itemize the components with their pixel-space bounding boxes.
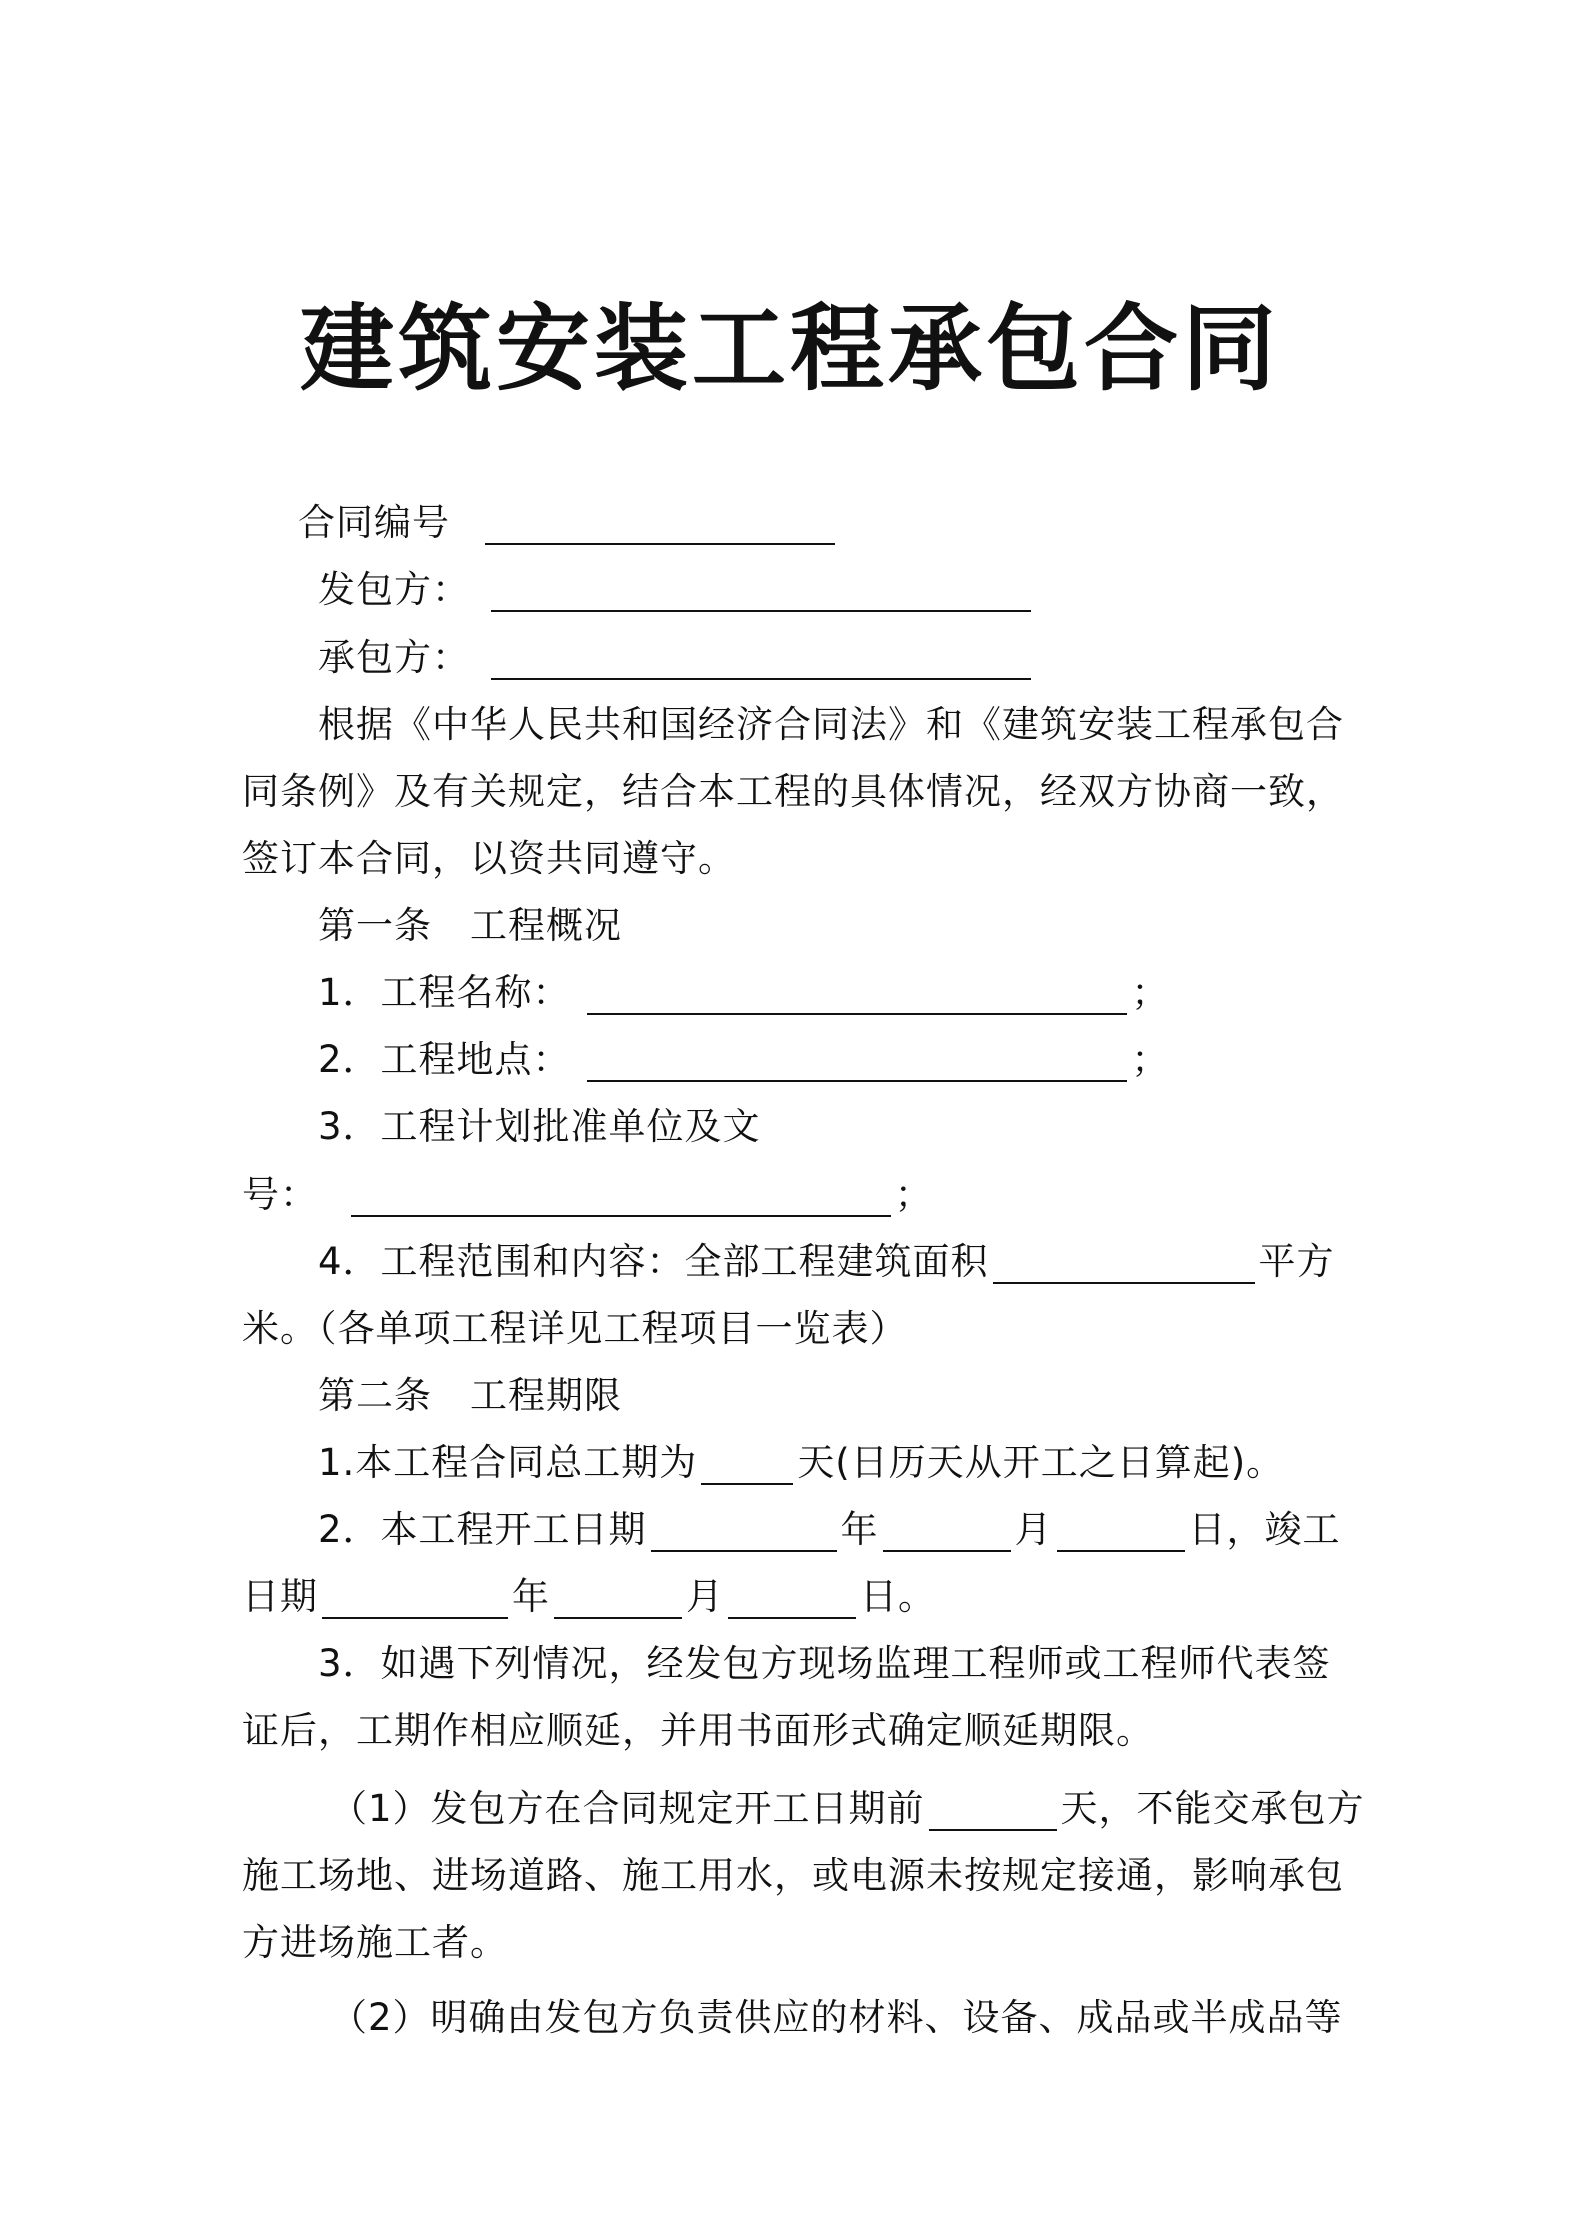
contract-number-row <box>298 498 839 548</box>
document-title: 建筑安装工程承包合同 <box>299 295 1280 404</box>
condition-1-cont: 天，不能交承包方 <box>1060 1787 1365 1830</box>
condition-1-row <box>330 1784 1365 1834</box>
scope-row <box>318 1237 1335 1287</box>
scope-unit: 平方 <box>1258 1240 1335 1283</box>
year-label: 年 <box>840 1508 879 1551</box>
condition-1-line-3: 方进场施工者。 <box>242 1921 508 1964</box>
total-period-unit: 天(日历天从开工之日算起)。 <box>797 1441 1285 1484</box>
scope-cont: 米。（各单项工程详见工程项目一览表） <box>242 1307 908 1350</box>
approval-row: 3．工程计划批准单位及文 <box>318 1105 761 1148</box>
approval-cont-label: 号： <box>242 1173 318 1216</box>
article-2-heading: 第二条 工程期限 <box>318 1374 622 1417</box>
party-b-label: 承包方： <box>318 636 470 679</box>
project-location-label: 2．工程地点： <box>318 1038 571 1081</box>
party-a-label: 发包方： <box>318 568 470 611</box>
delay-line-1: 3．如遇下列情况，经发包方现场监理工程师或工程师代表签 <box>318 1642 1331 1685</box>
scope-label: 4．工程范围和内容：全部工程建筑面积 <box>318 1240 989 1283</box>
finish-day-blank[interactable] <box>728 1577 856 1619</box>
project-name-row <box>318 968 1169 1018</box>
condition-2-line-1: （2）明确由发包方负责供应的材料、设备、成品或半成品等 <box>330 1996 1343 2039</box>
project-location-blank[interactable] <box>587 1040 1127 1082</box>
project-name-blank[interactable] <box>587 973 1127 1015</box>
month-label: 月 <box>686 1575 724 1618</box>
finish-date-end: 日。 <box>860 1575 936 1618</box>
start-day-blank[interactable] <box>1057 1510 1185 1552</box>
delay-line-2: 证后，工期作相应顺延，并用书面形式确定顺延期限。 <box>242 1709 1154 1752</box>
start-date-end: 日，竣工 <box>1188 1508 1341 1551</box>
total-days-blank[interactable] <box>701 1443 793 1485</box>
finish-date-row <box>242 1572 936 1622</box>
finish-month-blank[interactable] <box>554 1577 682 1619</box>
start-month-blank[interactable] <box>883 1510 1011 1552</box>
semicolon: ； <box>894 1173 933 1216</box>
total-period-row <box>318 1438 1284 1488</box>
article-1-heading: 第一条 工程概况 <box>318 904 622 947</box>
start-year-blank[interactable] <box>651 1510 837 1552</box>
intro-line-2: 同条例》及有关规定，结合本工程的具体情况，经双方协商一致， <box>242 770 1344 813</box>
year-label: 年 <box>512 1575 550 1618</box>
approval-blank[interactable] <box>351 1175 891 1217</box>
condition-1-label: （1）发包方在合同规定开工日期前 <box>330 1787 925 1830</box>
area-blank[interactable] <box>993 1242 1255 1284</box>
party-b-blank[interactable] <box>491 638 1031 680</box>
party-b-row <box>318 633 1035 683</box>
month-label: 月 <box>1014 1508 1053 1551</box>
start-date-row <box>318 1505 1341 1555</box>
party-a-row <box>318 565 1035 615</box>
project-location-row <box>318 1035 1169 1085</box>
total-period-label: 1.本工程合同总工期为 <box>318 1441 698 1484</box>
contract-number-blank[interactable] <box>485 503 835 545</box>
condition-1-days-blank[interactable] <box>929 1789 1057 1831</box>
project-name-label: 1．工程名称： <box>318 971 571 1014</box>
semicolon: ； <box>1131 1038 1170 1081</box>
intro-line-3: 签订本合同，以资共同遵守。 <box>242 837 736 880</box>
intro-line-1: 根据《中华人民共和国经济合同法》和《建筑安装工程承包合 <box>318 703 1344 746</box>
contract-number-label: 合同编号 <box>298 501 450 544</box>
condition-1-line-2: 施工场地、进场道路、施工用水，或电源未按规定接通，影响承包 <box>242 1854 1344 1897</box>
semicolon: ； <box>1131 971 1170 1014</box>
finish-date-label: 日期 <box>242 1575 318 1618</box>
approval-cont-row <box>242 1170 933 1220</box>
party-a-blank[interactable] <box>491 570 1031 612</box>
start-date-label: 2．本工程开工日期 <box>318 1508 647 1551</box>
finish-year-blank[interactable] <box>322 1577 508 1619</box>
